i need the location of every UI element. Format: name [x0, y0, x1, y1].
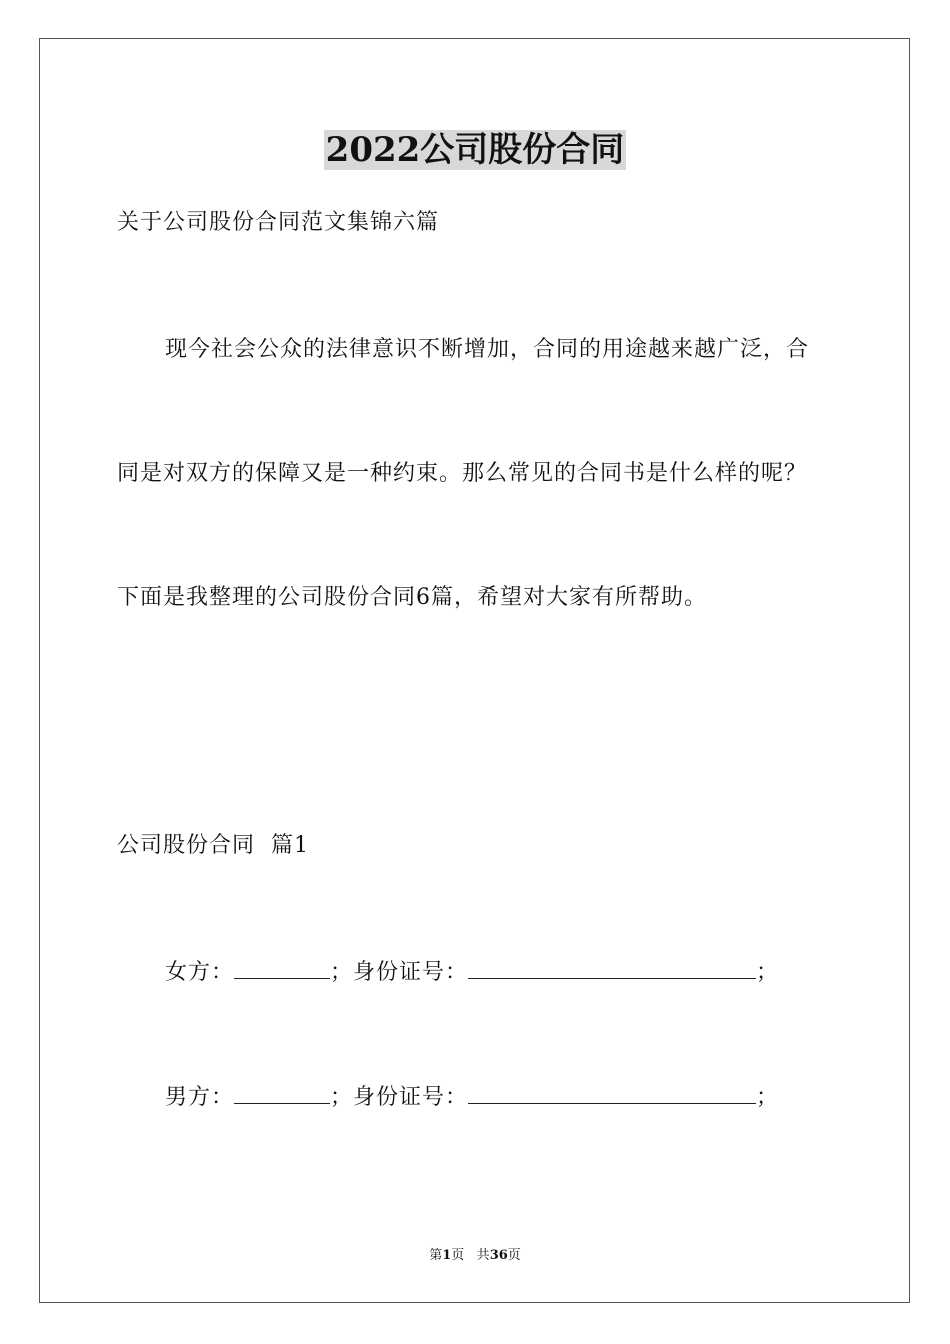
- paragraph-line-2: 同是对双方的保障又是一种约束。那么常见的合同书是什么样的呢？: [117, 461, 808, 486]
- total-suffix: 页: [507, 1248, 521, 1263]
- female-id-number-blank: [468, 956, 756, 979]
- section-heading: 公司股份合同 篇1: [117, 833, 309, 858]
- page-footer: [0, 1247, 950, 1265]
- male-id-number-blank: [468, 1081, 756, 1104]
- total-pages: 36: [489, 1248, 508, 1263]
- female-id-label: ；身份证号：: [330, 960, 469, 985]
- male-party-label: 男方：: [165, 1085, 235, 1110]
- female-party-field: [165, 956, 779, 988]
- female-party-label: 女方：: [165, 960, 235, 985]
- paragraph-line-3: 下面是我整理的公司股份合同6篇，希望对大家有所帮助。: [117, 585, 707, 610]
- document-title: [0, 128, 950, 172]
- male-party-name-blank: [234, 1081, 330, 1104]
- paragraph-line-1: 现今社会公众的法律意识不断增加，合同的用途越来越广泛，合: [165, 337, 810, 362]
- document-subtitle: 关于公司股份合同范文集锦六篇: [117, 210, 440, 235]
- female-field-end: ；: [756, 960, 780, 985]
- page-suffix: 页: [451, 1248, 465, 1263]
- document-title-text: 2022公司股份合同: [325, 130, 625, 170]
- total-prefix: 共: [476, 1248, 490, 1263]
- page-prefix: 第: [429, 1248, 443, 1263]
- male-party-field: [165, 1081, 779, 1113]
- page-number: 1: [442, 1248, 452, 1263]
- male-field-end: ；: [756, 1085, 780, 1110]
- female-party-name-blank: [234, 956, 330, 979]
- male-id-label: ；身份证号：: [330, 1085, 469, 1110]
